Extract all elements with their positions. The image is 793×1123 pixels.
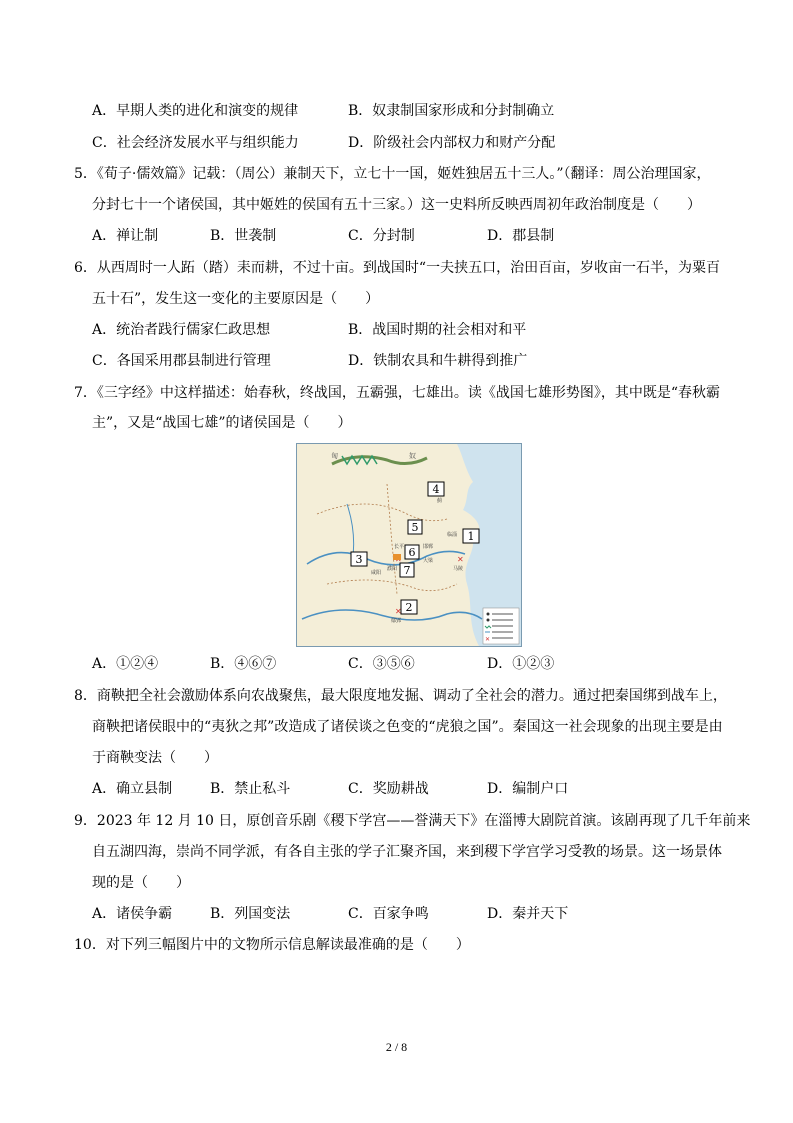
map-place-label: 濮阳 bbox=[387, 566, 398, 572]
map-label: 4 bbox=[432, 483, 440, 496]
yellow-river bbox=[307, 551, 465, 564]
q6-stem-line2: 五十石”，发生这一变化的主要原因是（ ） bbox=[92, 291, 380, 307]
page-number: 2 / 8 bbox=[385, 1040, 408, 1054]
map-place-label: 鄢郢 bbox=[391, 618, 402, 624]
q4-option-d: D．阶级社会内部权力和财产分配 bbox=[348, 135, 556, 151]
q8-stem-line3: 于商鞅变法（ ） bbox=[92, 750, 218, 766]
map-label: 7 bbox=[403, 564, 411, 577]
q8-option-b: B．禁止私斗 bbox=[210, 781, 291, 797]
q7-stem-line1: 7．《三字经》中这样描述：始春秋，终战国，五霸强，七雄出。读《战国七雄形势图》，其中既是“春秋霸 bbox=[74, 385, 721, 401]
q8-option-c: C．奖励耕战 bbox=[348, 781, 429, 797]
map-label: 5 bbox=[411, 521, 419, 534]
q9-option-d: D．秦并天下 bbox=[487, 906, 569, 922]
q5-option-c: C．分封制 bbox=[348, 228, 415, 244]
map-place-label: 匈 bbox=[331, 452, 338, 460]
q4-option-a: A．早期人类的进化和演变的规律 bbox=[92, 103, 299, 119]
map-place-label: 长平 bbox=[394, 544, 405, 550]
q8-stem-line2: 商鞅把诸侯眼中的“夷狄之邦”改造成了诸侯谈之色变的“虎狼之国”。秦国这一社会现象的出现主要是由 bbox=[92, 719, 723, 735]
q6-option-b: B．战国时期的社会相对和平 bbox=[348, 322, 527, 338]
q9-stem-line2: 自五湖四海，崇尚不同学派，有各自主张的学子汇聚齐国，来到稷下学宫学习受教的场景。这一场景体 bbox=[92, 844, 722, 860]
map-label: 6 bbox=[408, 546, 416, 559]
map-place-label: 邯郸 bbox=[423, 544, 434, 550]
map-place-label: 大梁 bbox=[423, 558, 434, 564]
q7-stem-line2: 主”，又是“战国七雄”的诸侯国是（ ） bbox=[92, 415, 352, 431]
q7-option-d: D．①②③ bbox=[487, 656, 555, 672]
state-border bbox=[387, 484, 397, 594]
state-border bbox=[317, 504, 447, 521]
q6-option-c: C．各国采用郡县制进行管理 bbox=[92, 353, 271, 369]
map-place-label: 蓟 bbox=[437, 498, 443, 504]
map-label: 3 bbox=[355, 553, 363, 566]
q8-option-d: D．编制户口 bbox=[487, 781, 569, 797]
map-label: 2 bbox=[405, 601, 413, 614]
q5-option-a: A．禅让制 bbox=[92, 228, 159, 244]
q7-option-a: A．①②④ bbox=[92, 656, 159, 672]
capital-marker-icon bbox=[393, 554, 401, 560]
q9-option-a: A．诸侯争霸 bbox=[92, 906, 173, 922]
q9-stem-line3: 现的是（ ） bbox=[92, 875, 190, 891]
q5-stem-line2: 分封七十一个诸侯国，其中姬姓的侯国有五十三家。）这一史料所反映西周初年政治制度是（ ） bbox=[92, 197, 701, 213]
q6-option-d: D．铁制农具和牛耕得到推广 bbox=[348, 353, 528, 369]
map-place-label: 奴 bbox=[409, 452, 416, 460]
q7-option-b: B．④⑥⑦ bbox=[210, 656, 277, 672]
q8-option-a: A．确立县制 bbox=[92, 781, 173, 797]
q4-option-c: C．社会经济发展水平与组织能力 bbox=[92, 135, 299, 151]
map-place-label: 马陵 bbox=[453, 566, 464, 572]
battle-marker-icon: ✕ bbox=[457, 555, 464, 564]
q8-stem-line1: 8．商鞅把全社会激励体系向农战聚焦，最大限度地发掘、调动了全社会的潜力。通过把秦国绑到战车上， bbox=[74, 688, 727, 704]
map-graphic bbox=[297, 444, 521, 646]
battle-marker-icon: ✕ bbox=[395, 607, 402, 616]
q5-stem-line1: 5．《荀子·儒效篇》记载：（周公）兼制天下，立七十一国，姬姓独居五十三人。”（翻译：周公治理国家， bbox=[74, 166, 711, 182]
q9-stem-line1: 9．2023 年 12 月 10 日，原创音乐剧《稷下学宫——誉满天下》在淄博大剧院首演。该剧再现了几千年前来 bbox=[74, 813, 751, 829]
q7-option-c: C．③⑤⑥ bbox=[348, 656, 415, 672]
warring-states-map bbox=[296, 443, 522, 647]
q9-option-b: B．列国变法 bbox=[210, 906, 291, 922]
q5-option-b: B．世袭制 bbox=[210, 228, 277, 244]
q5-option-d: D．郡县制 bbox=[487, 228, 555, 244]
q10-stem-line1: 10．对下列三幅图片中的文物所示信息解读最准确的是（ ） bbox=[74, 937, 470, 953]
map-place-label: 临淄 bbox=[447, 532, 458, 538]
legend-city-icon bbox=[487, 619, 490, 622]
map-label: 1 bbox=[467, 530, 475, 543]
legend-capital-icon bbox=[487, 613, 490, 616]
state-border bbox=[327, 580, 457, 591]
q6-option-a: A．统治者践行儒家仁政思想 bbox=[92, 322, 271, 338]
legend-battle-icon: ✕ bbox=[485, 636, 491, 643]
q4-option-b: B．奴隶制国家形成和分封制确立 bbox=[348, 103, 555, 119]
q9-option-c: C．百家争鸣 bbox=[348, 906, 429, 922]
q6-stem-line1: 6．从西周时一人跖（踏）耒而耕，不过十亩。到战国时“一夫挟五口，治田百亩，岁收亩一石半，为粟百 bbox=[74, 260, 721, 276]
map-place-label: 咸阳 bbox=[371, 570, 382, 576]
